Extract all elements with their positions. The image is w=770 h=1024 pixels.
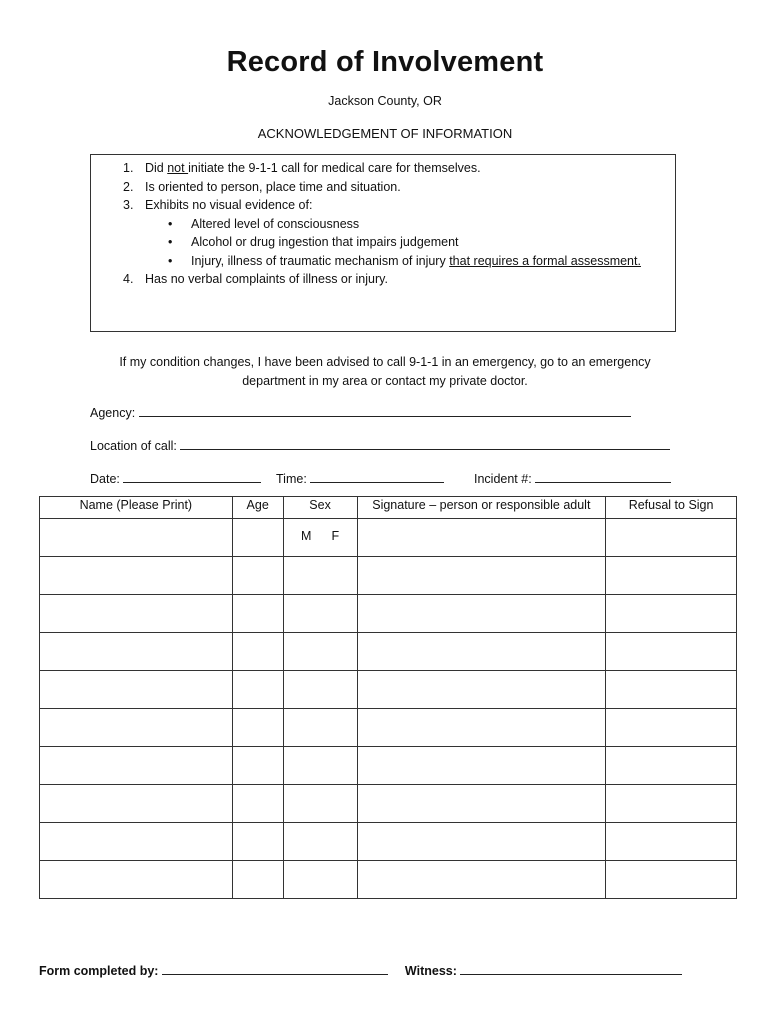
date-label: Date: bbox=[90, 472, 120, 486]
incident-row bbox=[474, 470, 671, 486]
bullet-item bbox=[168, 252, 643, 271]
bullet-item bbox=[168, 215, 643, 234]
table-row bbox=[40, 747, 737, 785]
name-cell[interactable] bbox=[40, 633, 233, 671]
header-name: Name (Please Print) bbox=[40, 497, 233, 519]
signature-cell[interactable] bbox=[357, 519, 606, 557]
table-row bbox=[40, 595, 737, 633]
sex-cell[interactable] bbox=[283, 823, 357, 861]
name-cell[interactable] bbox=[40, 823, 233, 861]
item-text: Did bbox=[145, 161, 168, 175]
agency-row bbox=[90, 404, 631, 420]
table-row bbox=[40, 861, 737, 899]
sex-cell[interactable] bbox=[283, 747, 357, 785]
refusal-cell[interactable] bbox=[606, 595, 737, 633]
bullet-text: Injury, illness of traumatic mechanism of injury bbox=[191, 253, 450, 268]
item-number: 1. bbox=[123, 161, 134, 175]
agency-label: Agency: bbox=[90, 406, 136, 420]
time-field[interactable] bbox=[310, 470, 444, 483]
item-text: Has no verbal complaints of illness or injury. bbox=[145, 272, 388, 286]
header-refusal: Refusal to Sign bbox=[606, 497, 737, 519]
criteria-item-4 bbox=[123, 270, 643, 289]
witness-label: Witness: bbox=[404, 964, 457, 978]
signature-cell[interactable] bbox=[357, 785, 606, 823]
age-cell[interactable] bbox=[232, 519, 283, 557]
age-cell[interactable] bbox=[232, 861, 283, 899]
age-cell[interactable] bbox=[232, 633, 283, 671]
table-row bbox=[40, 823, 737, 861]
signature-cell[interactable] bbox=[357, 595, 606, 633]
name-cell[interactable] bbox=[40, 785, 233, 823]
table-row bbox=[40, 633, 737, 671]
sex-cell[interactable] bbox=[283, 671, 357, 709]
agency-field[interactable] bbox=[139, 404, 631, 417]
incident-label: Incident #: bbox=[474, 472, 532, 486]
refusal-cell[interactable] bbox=[606, 823, 737, 861]
header-age: Age bbox=[232, 497, 283, 519]
bullet-item bbox=[168, 233, 643, 252]
criteria-item-1 bbox=[123, 159, 643, 178]
witness-field[interactable] bbox=[460, 962, 682, 975]
sex-cell[interactable] bbox=[283, 861, 357, 899]
refusal-cell[interactable] bbox=[606, 633, 737, 671]
signature-cell[interactable] bbox=[357, 861, 606, 899]
refusal-cell[interactable] bbox=[606, 671, 737, 709]
sex-cell[interactable] bbox=[283, 633, 357, 671]
name-cell[interactable] bbox=[40, 519, 233, 557]
patient-roster-table bbox=[39, 496, 737, 899]
form-title: Record of Involvement bbox=[226, 46, 544, 78]
sex-cell[interactable] bbox=[283, 709, 357, 747]
header-signature: Signature – person or responsible adult bbox=[357, 497, 606, 519]
item-text: Is oriented to person, place time and situation. bbox=[145, 179, 401, 194]
signature-cell[interactable] bbox=[357, 747, 606, 785]
criteria-box bbox=[90, 154, 676, 332]
sex-cell[interactable] bbox=[283, 595, 357, 633]
name-cell[interactable] bbox=[40, 557, 233, 595]
refusal-cell[interactable] bbox=[606, 861, 737, 899]
refusal-cell[interactable] bbox=[606, 747, 737, 785]
age-cell[interactable] bbox=[232, 747, 283, 785]
table-row bbox=[40, 785, 737, 823]
bullet-text: Alcohol or drug ingestion that impairs judgement bbox=[191, 235, 459, 249]
item-number: 3. bbox=[123, 198, 134, 212]
underlined-text: that requires a formal assessment. bbox=[449, 253, 641, 268]
sex-m-option[interactable]: M bbox=[301, 529, 312, 543]
criteria-item-2 bbox=[123, 178, 643, 197]
name-cell[interactable] bbox=[40, 595, 233, 633]
refusal-cell[interactable] bbox=[606, 557, 737, 595]
table-row bbox=[40, 671, 737, 709]
section-heading: ACKNOWLEDGEMENT OF INFORMATION bbox=[257, 126, 513, 141]
age-cell[interactable] bbox=[232, 709, 283, 747]
refusal-cell[interactable] bbox=[606, 785, 737, 823]
date-row bbox=[90, 470, 261, 486]
signature-cell[interactable] bbox=[357, 823, 606, 861]
table-row bbox=[40, 519, 737, 557]
name-cell[interactable] bbox=[40, 747, 233, 785]
bullet-text: Altered level of consciousness bbox=[191, 216, 360, 231]
incident-field[interactable] bbox=[535, 470, 671, 483]
item-text: Exhibits no visual evidence of: bbox=[145, 198, 313, 212]
sex-cell[interactable] bbox=[283, 519, 357, 557]
sex-cell[interactable] bbox=[283, 785, 357, 823]
evidence-bullet-list bbox=[123, 215, 643, 271]
age-cell[interactable] bbox=[232, 785, 283, 823]
sex-cell[interactable] bbox=[283, 557, 357, 595]
completed-by-field[interactable] bbox=[162, 962, 388, 975]
name-cell[interactable] bbox=[40, 671, 233, 709]
signature-cell[interactable] bbox=[357, 557, 606, 595]
age-cell[interactable] bbox=[232, 671, 283, 709]
location-label: Location of call: bbox=[90, 439, 177, 453]
completed-by-label: Form completed by: bbox=[39, 964, 159, 978]
header-sex: Sex bbox=[283, 497, 357, 519]
age-cell[interactable] bbox=[232, 595, 283, 633]
name-cell[interactable] bbox=[40, 709, 233, 747]
criteria-list bbox=[123, 159, 643, 289]
item-number: 4. bbox=[123, 272, 134, 286]
item-number: 2. bbox=[123, 179, 134, 194]
refusal-cell[interactable] bbox=[606, 709, 737, 747]
signature-cell[interactable] bbox=[357, 709, 606, 747]
signature-cell[interactable] bbox=[357, 633, 606, 671]
criteria-item-3 bbox=[123, 196, 643, 270]
time-label: Time: bbox=[276, 472, 307, 486]
table-row bbox=[40, 557, 737, 595]
refusal-cell[interactable] bbox=[606, 519, 737, 557]
location-field[interactable] bbox=[180, 437, 670, 450]
signature-cell[interactable] bbox=[357, 671, 606, 709]
table-header-row bbox=[40, 497, 737, 519]
table-row bbox=[40, 709, 737, 747]
sex-f-option[interactable]: F bbox=[331, 529, 340, 543]
form-footer bbox=[39, 962, 682, 978]
date-field[interactable] bbox=[123, 470, 261, 483]
county-subtitle: Jackson County, OR bbox=[328, 94, 442, 108]
age-cell[interactable] bbox=[232, 823, 283, 861]
underlined-not: not bbox=[167, 161, 189, 175]
time-row bbox=[276, 470, 444, 486]
location-row bbox=[90, 437, 670, 453]
advice-statement: If my condition changes, I have been advised to call 9-1-1 in an emergency, go to an emergency department in my area or contact my private doctor. bbox=[119, 355, 651, 388]
age-cell[interactable] bbox=[232, 557, 283, 595]
item-text: initiate the 9-1-1 call for medical care for themselves. bbox=[188, 161, 481, 175]
name-cell[interactable] bbox=[40, 861, 233, 899]
